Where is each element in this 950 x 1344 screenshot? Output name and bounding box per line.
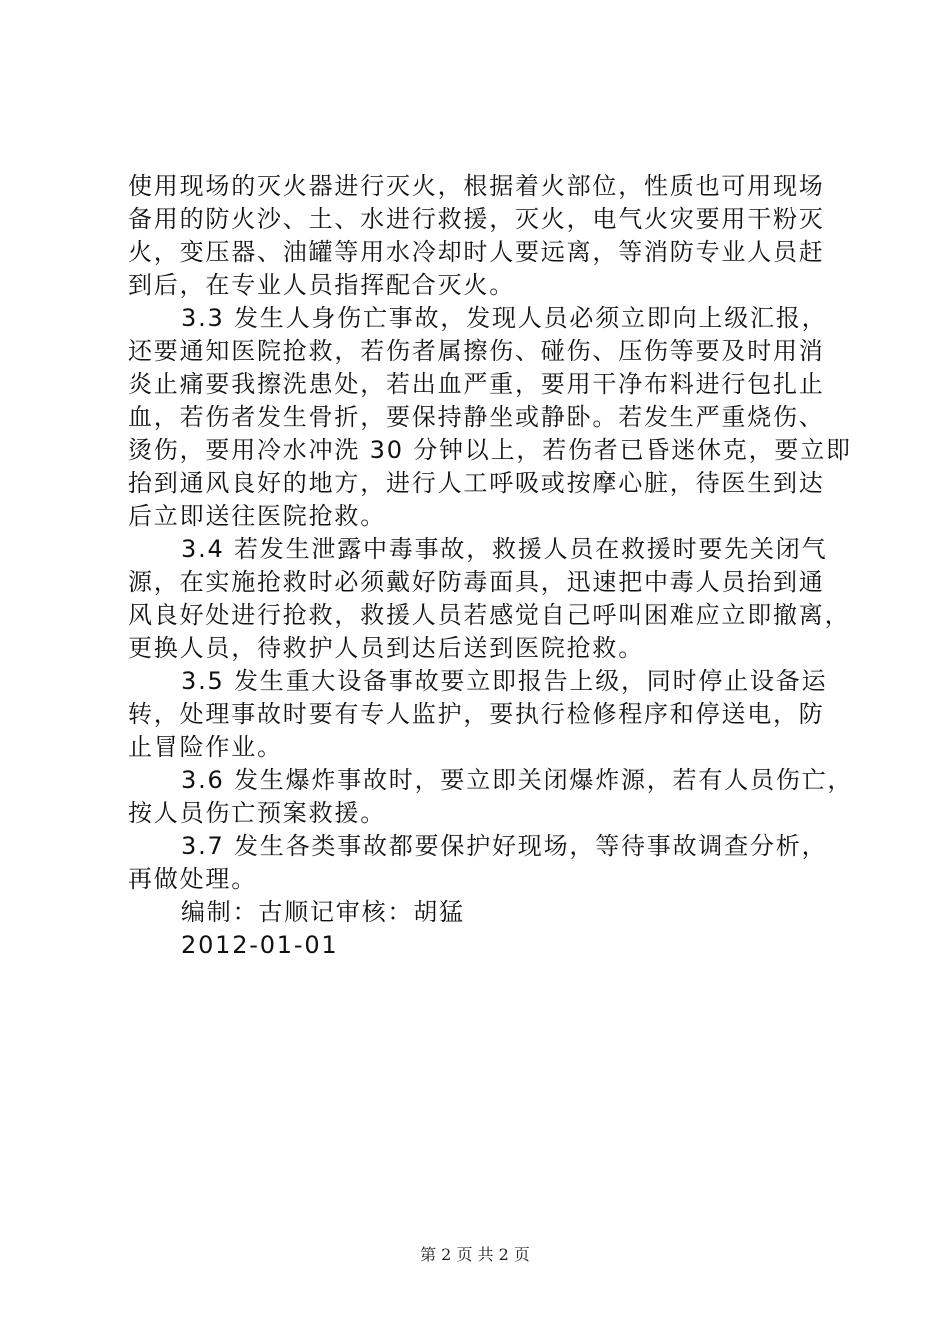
- text-line: 风良好处进行抢救，救援人员若感觉自己呼叫困难应立即撤离，: [128, 601, 851, 629]
- section-3-5-start: 3.5 发生重大设备事故要立即报告上级，同时停止设备运: [181, 667, 828, 695]
- text-line: 后立即送往医院抢救。: [128, 502, 386, 530]
- text-line: 炎止痛要我擦洗患处，若出血严重，要用干净布料进行包扎止: [128, 370, 825, 398]
- section-3-6-start: 3.6 发生爆炸事故时，要立即关闭爆炸源，若有人员伤亡，: [181, 766, 854, 794]
- text-line: 烫伤，要用冷水冲洗 30 分钟以上，若伤者已昏迷休克，要立即: [128, 436, 852, 464]
- author-credits: 编制：古顺记审核：胡猛: [181, 898, 465, 926]
- document-body: [128, 170, 854, 962]
- text-line: 使用现场的灭火器进行灭火，根据着火部位，性质也可用现场: [128, 172, 825, 200]
- section-3-4-start: 3.4 若发生泄露中毒事故，救援人员在救援时要先关闭气: [181, 535, 828, 563]
- text-line: 更换人员，待救护人员到达后送到医院抢救。: [128, 634, 644, 662]
- page-number-footer: 第 2 页 共 2 页: [420, 1245, 530, 1264]
- text-line: 还要通知医院抢救，若伤者属擦伤、碰伤、压伤等要及时用消: [128, 337, 825, 365]
- text-line: 备用的防火沙、土、水进行救援，灭火，电气火灾要用干粉灭: [128, 205, 825, 233]
- text-line: 抬到通风良好的地方，进行人工呼吸或按摩心脏，待医生到达: [128, 469, 825, 497]
- text-line: 再做处理。: [128, 865, 257, 893]
- text-line: 按人员伤亡预案救援。: [128, 799, 386, 827]
- text-line: 源，在实施抢救时必须戴好防毒面具，迅速把中毒人员抬到通: [128, 568, 825, 596]
- document-date: 2012-01-01: [181, 931, 339, 959]
- text-line: 转，处理事故时要有专人监护，要执行检修程序和停送电，防: [128, 700, 825, 728]
- section-3-3-start: 3.3 发生人身伤亡事故，发现人员必须立即向上级汇报，: [181, 304, 828, 332]
- text-line: 止冒险作业。: [128, 733, 283, 761]
- section-3-7-start: 3.7 发生各类事故都要保护好现场，等待事故调查分析，: [181, 832, 828, 860]
- text-line: 火，变压器、油罐等用水冷却时人要远离，等消防专业人员赶: [128, 238, 825, 266]
- text-line: 血，若伤者发生骨折，要保持静坐或静卧。若发生严重烧伤、: [128, 403, 825, 431]
- text-line: 到后，在专业人员指挥配合灭火。: [128, 271, 515, 299]
